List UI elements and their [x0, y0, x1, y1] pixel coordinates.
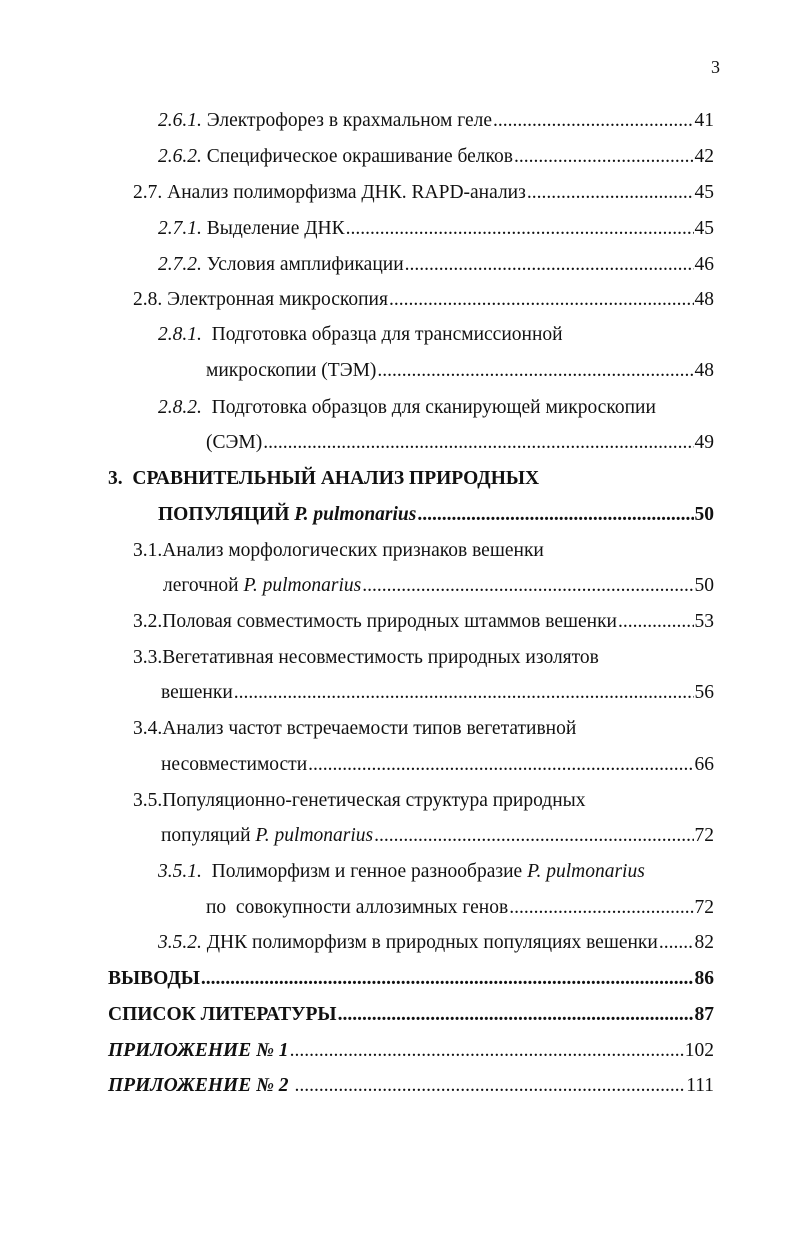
toc-entry-page: 45 [694, 218, 714, 239]
toc-entry-page: 56 [694, 682, 714, 703]
toc-entry-number: 3.3. [133, 647, 163, 668]
toc-entry-title-cont: популяций [161, 825, 251, 846]
toc-entry-3-4-cont[interactable] [0, 752, 799, 778]
toc-entry-number: 2.6.1. [158, 110, 202, 131]
toc-entry-title-cont: легочной [163, 575, 239, 596]
toc-entry-number: 3.5.1. [158, 861, 202, 882]
toc-entry-title-cont: (СЭМ) [206, 432, 263, 453]
toc-entry-3-1-heading[interactable] [133, 538, 544, 564]
toc-entry-page: 82 [694, 932, 714, 953]
toc-entry-number: 2.8. [133, 289, 163, 310]
toc-entry-2-8-2-cont[interactable] [0, 430, 799, 456]
species-name: P. pulmonarius [527, 861, 645, 882]
toc-entry-page: 111 [686, 1075, 714, 1096]
toc-entry-title: Популяционно-генетическая структура природных [162, 790, 586, 811]
toc-entry-3-5-1-heading[interactable] [158, 859, 645, 885]
toc-entry-page: 87 [694, 1004, 714, 1025]
page-number: 3 [711, 57, 720, 77]
toc-entry-page: 72 [694, 825, 714, 846]
toc-entry-2-7-1[interactable] [0, 216, 799, 242]
toc-entry-title: ПРИЛОЖЕНИЕ № 1 [108, 1040, 289, 1061]
leader-dots [659, 930, 694, 956]
toc-entry-page: 49 [694, 432, 714, 453]
leader-dots [493, 108, 693, 134]
toc-entry-2-6-1[interactable] [0, 108, 799, 134]
toc-entry-title-cont: по совокупности аллозимных генов [206, 897, 509, 918]
leader-dots [201, 966, 694, 992]
toc-entry-2-7-2[interactable] [0, 252, 799, 278]
species-name: P. pulmonarius [294, 504, 417, 525]
toc-entry-2-8[interactable] [0, 287, 799, 313]
toc-entry-title: ДНК полиморфизм в природных популяциях вешенки [206, 932, 658, 953]
leader-dots [618, 609, 694, 635]
toc-entry-page: 50 [694, 504, 714, 525]
toc-entry-page: 48 [694, 360, 714, 381]
toc-entry-number: 3.5.2. [158, 932, 202, 953]
leader-dots [362, 573, 693, 599]
leader-dots [263, 430, 693, 456]
toc-entry-title: СПИСОК ЛИТЕРАТУРЫ [108, 1004, 337, 1025]
toc-entry-title-cont: вешенки [161, 682, 233, 703]
toc-entry-page: 72 [694, 897, 714, 918]
toc-entry-3-3-heading[interactable] [133, 645, 599, 671]
toc-entry-title: СРАВНИТЕЛЬНЫЙ АНАЛИЗ ПРИРОДНЫХ [132, 468, 540, 489]
toc-entry-title: Условия амплификации [206, 254, 404, 275]
leader-dots [346, 216, 694, 242]
toc-entry-title: Электронная микроскопия [167, 289, 388, 310]
toc-entry-title: Анализ полиморфизма ДНК. RAPD-анализ [167, 182, 526, 203]
toc-entry-page: 102 [684, 1040, 714, 1061]
toc-entry-page: 50 [694, 575, 714, 596]
toc-entry-title: Анализ частот встречаемости типов вегетативной [162, 718, 577, 739]
leader-dots [374, 823, 693, 849]
toc-entry-number: 3.4. [133, 718, 163, 739]
toc-entry-page: 42 [694, 146, 714, 167]
toc-entry-2-8-1-cont[interactable] [0, 358, 799, 384]
toc-entry-title: Подготовка образцов для сканирующей микроскопии [211, 397, 656, 418]
toc-entry-3-3-cont[interactable] [0, 680, 799, 706]
leader-dots [294, 1073, 685, 1099]
toc-entry-title: ВЫВОДЫ [108, 968, 200, 989]
toc-entry-3-5-2[interactable] [0, 930, 799, 956]
toc-entry-number: 2.7.2. [158, 254, 202, 275]
toc-entry-title: Электрофорез в крахмальном геле [206, 110, 493, 131]
leader-dots [338, 1002, 694, 1028]
toc-entry-title: Подготовка образца для трансмиссионной [211, 324, 563, 345]
toc-entry-2-8-1-heading[interactable] [158, 322, 563, 348]
leader-dots [417, 502, 693, 528]
toc-entry-page: 86 [694, 968, 714, 989]
toc-entry-title: Вегетативная несовместимость природных изолятов [162, 647, 599, 668]
toc-entry-3-2[interactable] [0, 609, 799, 635]
toc-entry-number: 2.7. [133, 182, 163, 203]
toc-entry-appendix-2[interactable] [0, 1073, 799, 1099]
leader-dots [290, 1038, 684, 1064]
toc-entry-3-heading[interactable] [108, 466, 539, 492]
toc-entry-title: ПРИЛОЖЕНИЕ № 2 [108, 1075, 289, 1096]
toc-entry-title: Выделение ДНК [206, 218, 345, 239]
toc-entry-3-1-cont[interactable] [0, 573, 799, 599]
toc-entry-number: 3.1. [133, 540, 163, 561]
leader-dots [527, 180, 694, 206]
leader-dots [377, 358, 693, 384]
toc-entry-title: Полиморфизм и генное разнообразие [211, 861, 523, 882]
toc-entry-conclusions[interactable] [0, 966, 799, 992]
toc-entry-page: 53 [694, 611, 714, 632]
leader-dots [389, 287, 694, 313]
toc-entry-2-6-2[interactable] [0, 144, 799, 170]
toc-entry-title-cont: микроскопии (ТЭМ) [206, 360, 377, 381]
toc-entry-3-5-cont[interactable] [0, 823, 799, 849]
leader-dots [509, 895, 693, 921]
leader-dots [308, 752, 693, 778]
toc-entry-number: 2.6.2. [158, 146, 202, 167]
toc-entry-title-cont: ПОПУЛЯЦИЙ [158, 504, 290, 525]
toc-entry-number: 3.5. [133, 790, 163, 811]
species-name: P. pulmonarius [243, 575, 362, 596]
toc-entry-2-8-2-heading[interactable] [158, 395, 656, 421]
species-name: P. pulmonarius [255, 825, 374, 846]
toc-entry-3-5-heading[interactable] [133, 788, 586, 814]
toc-entry-number: 2.8.2. [158, 397, 202, 418]
toc-entry-page: 46 [694, 254, 714, 275]
leader-dots [514, 144, 694, 170]
toc-entry-2-7[interactable] [0, 180, 799, 206]
toc-entry-title: Анализ морфологических признаков вешенки [162, 540, 544, 561]
toc-entry-number: 3. [108, 468, 123, 489]
toc-entry-number: 2.7.1. [158, 218, 202, 239]
leader-dots [234, 680, 694, 706]
leader-dots [405, 252, 694, 278]
toc-entry-3-5-1-cont[interactable] [0, 895, 799, 921]
toc-entry-page: 45 [694, 182, 714, 203]
toc-entry-title-cont: несовместимости [161, 754, 308, 775]
toc-entry-3-cont[interactable] [0, 502, 799, 528]
toc-entry-page: 41 [694, 110, 714, 131]
toc-entry-number: 2.8.1. [158, 324, 202, 345]
toc-entry-title: Половая совместимость природных штаммов вешенки [162, 611, 617, 632]
toc-entry-title: Специфическое окрашивание белков [206, 146, 513, 167]
toc-entry-number: 3.2. [133, 611, 163, 632]
toc-entry-appendix-1[interactable] [0, 1038, 799, 1064]
toc-entry-page: 48 [694, 289, 714, 310]
toc-entry-page: 66 [694, 754, 714, 775]
toc-entry-3-4-heading[interactable] [133, 716, 576, 742]
toc-entry-references[interactable] [0, 1002, 799, 1028]
